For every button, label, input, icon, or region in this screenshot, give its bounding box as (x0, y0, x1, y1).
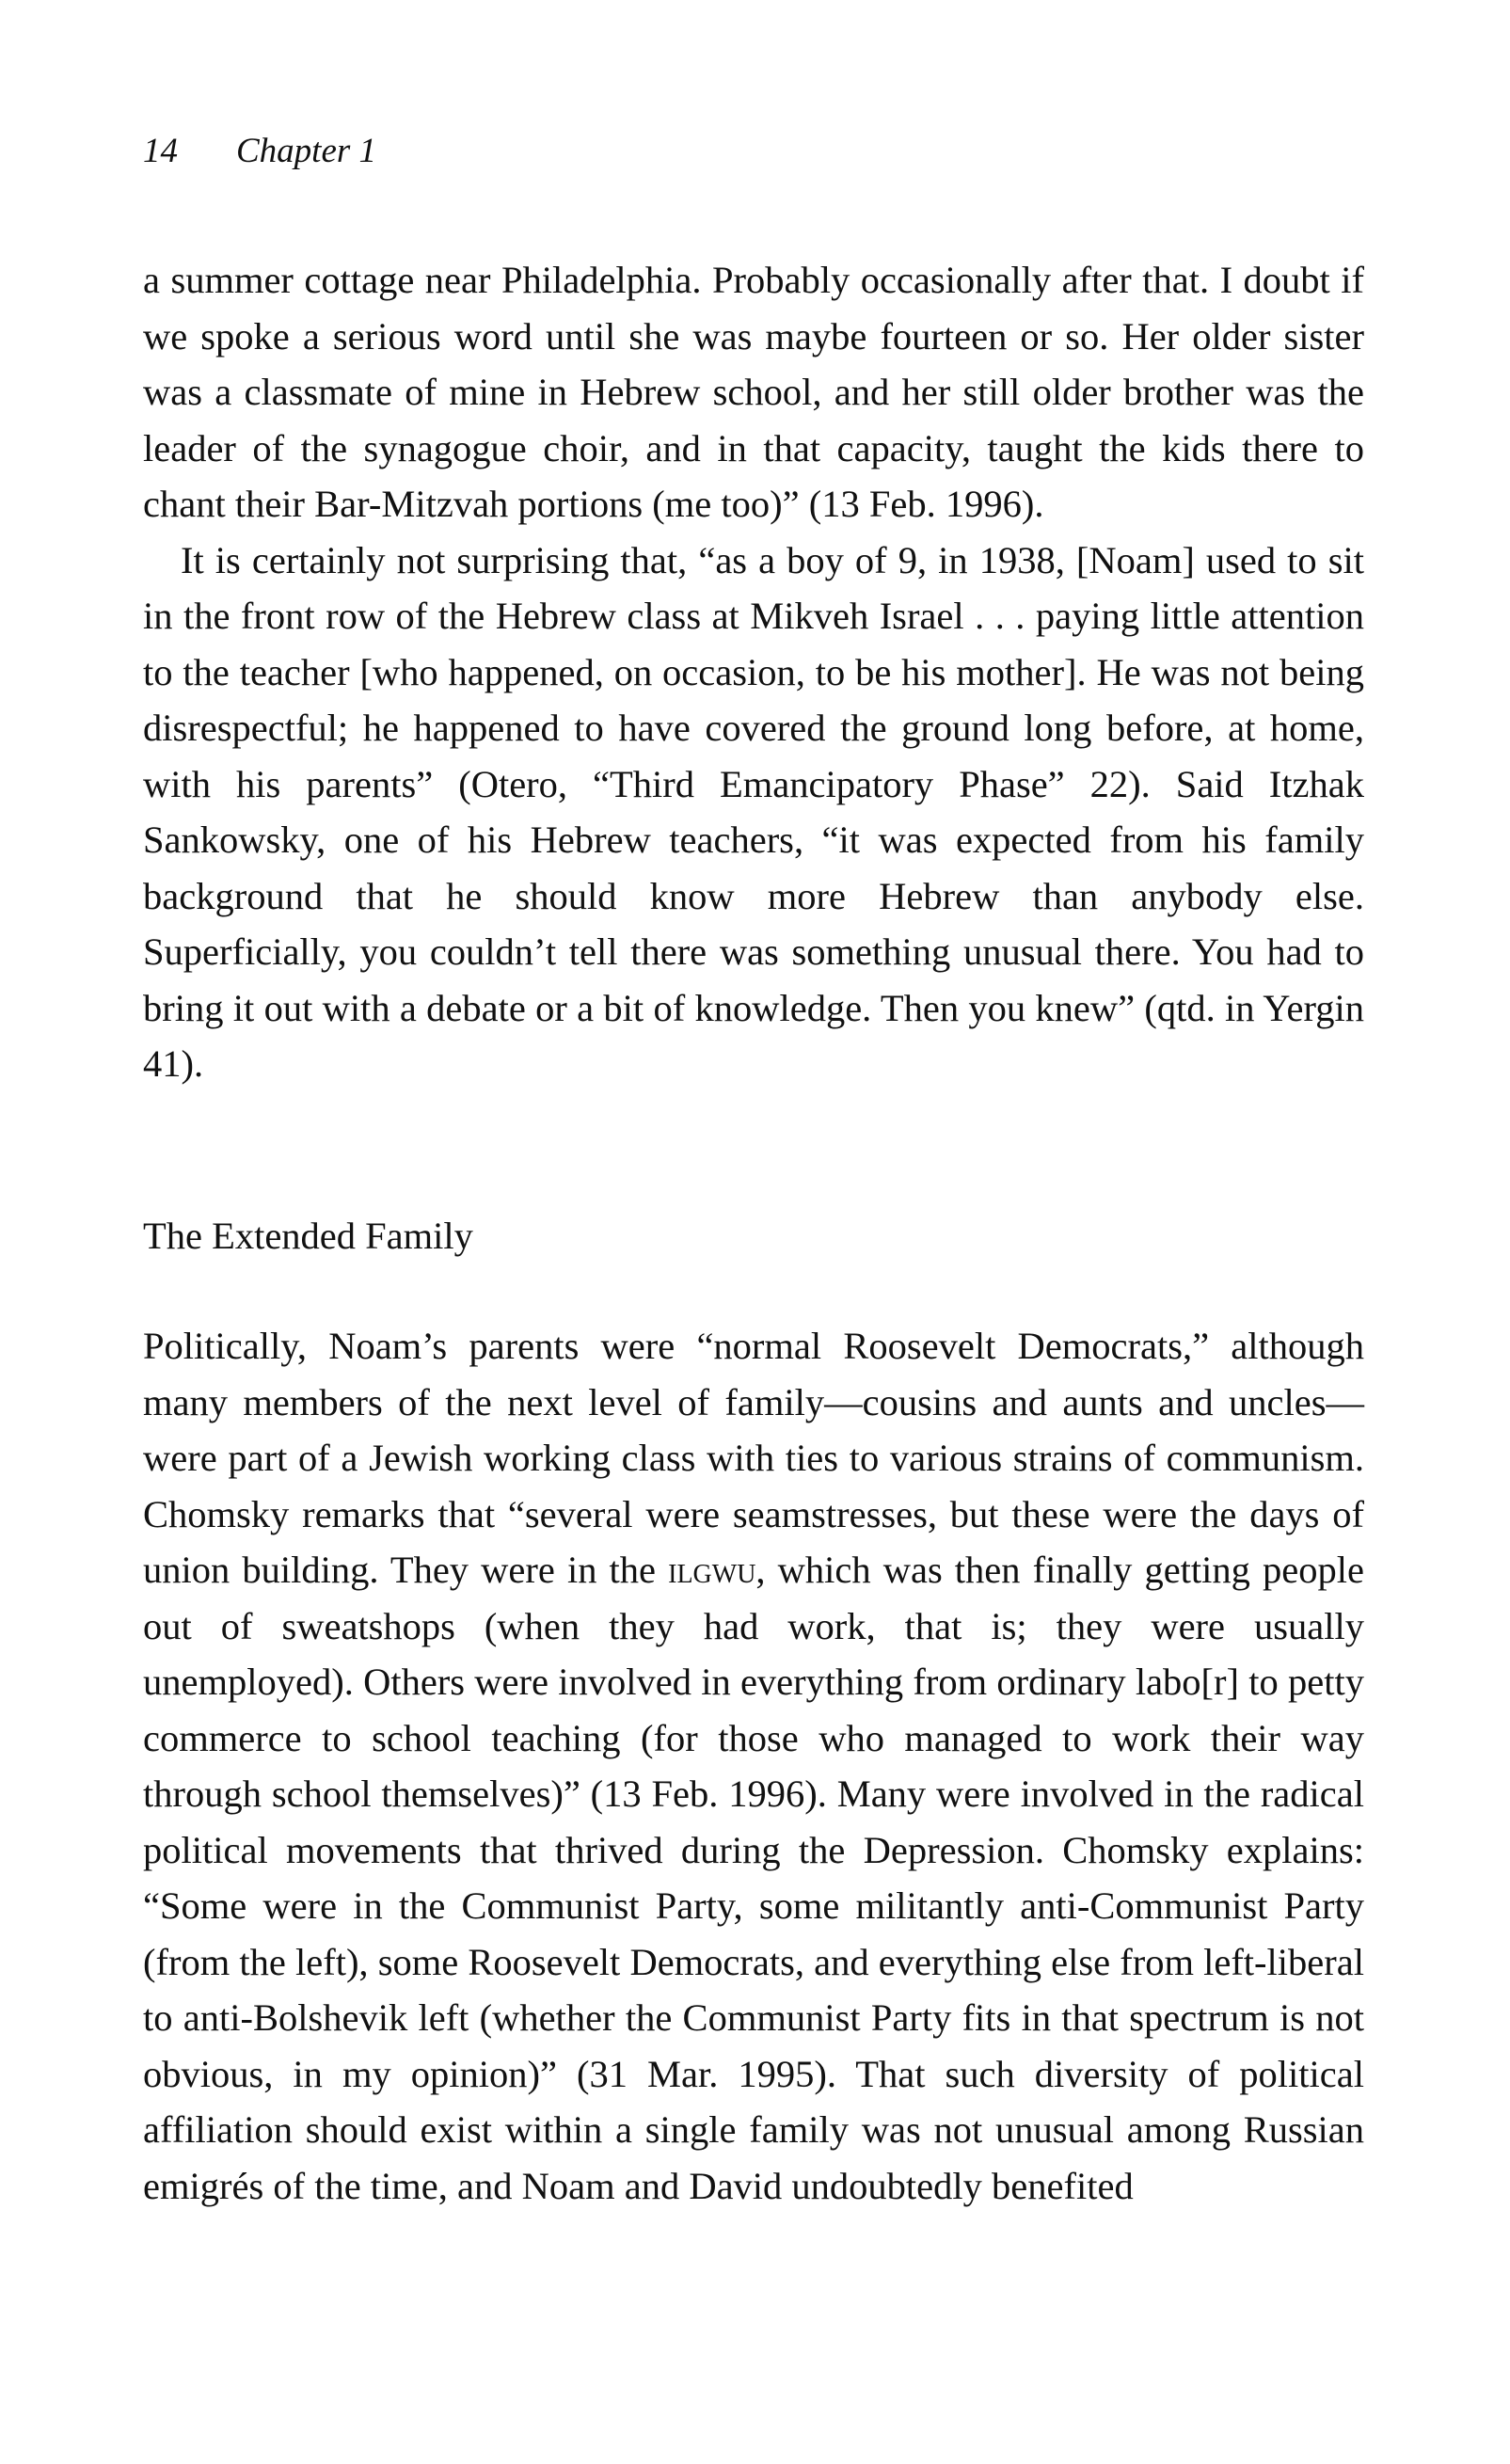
chapter-title: Chapter 1 (236, 132, 377, 170)
body-text-section-one (143, 252, 1364, 1092)
paragraph-text-part-2: , which was then finally getting people out of sweatshops (when they had work, that is; they were usually unemployed). Others were involved in everything from ordinary labo[r] to petty commerce to school teaching (for those who managed to work their way through school themselves)” (13 Feb. 1996). Many were involved in the radical political movements that thrived during the Depression. Chomsky explains: “Some were in the Communist Party, some militantly anti-Communist Party (from the left), some Roosevelt Democrats, and everything else from left-liberal to anti-Bolshevik left (whether the Communist Party fits in that spectrum is not obvious, in my opinion)” (31 Mar. 1995). That such diversity of political affiliation should exist within a single family was not unusual among Russian emigrés of the time, and Noam and David undoubtedly benefited (143, 1549, 1364, 2207)
paragraph-text-part-1: Politically, Noam’s parents were “normal Roosevelt Democrats,” although many members of the next level of family—cousins and aunts and uncles—were part of a Jewish working class with ties to various strains of communism. Chomsky remarks that “several were seamstresses, but these were the days of union building. They were in the (143, 1325, 1364, 1591)
running-head (143, 134, 376, 168)
body-text-section-two (143, 1318, 1364, 2214)
paragraph-extended-family (143, 1318, 1364, 2214)
acronym-ilgwu: ilgwu (668, 1549, 756, 1591)
section-heading: The Extended Family (143, 1215, 473, 1257)
paragraph-hebrew-class: It is certainly not surprising that, “as a boy of 9, in 1938, [Noam] used to sit in the front row of the Hebrew class at Mikveh Israel . . . paying little attention to the teacher [who happened, on occasion, to be his mother]. He was not being disrespectful; he happened to have covered the ground long before, at home, with his parents” (Otero, “Third Emancipatory Phase” 22). Said Itzhak Sankowsky, one of his Hebrew teachers, “it was expected from his family background that he should know more Hebrew than anybody else. Superficially, you couldn’t tell there was something unusual there. You had to bring it out with a debate or a bit of knowledge. Then you knew” (qtd. in Yergin 41). (143, 538, 1364, 1085)
page-number: 14 (143, 132, 178, 170)
continued-paragraph: a summer cottage near Philadelphia. Probably occasionally after that. I doubt if we spoke a serious word until she was maybe fourteen or so. Her older sister was a classmate of mine in Hebrew school, and her still older brother was the leader of the synagogue choir, and in that capacity, taught the kids there to chant their Bar-Mitzvah portions (me too)” (13 Feb. 1996). (143, 259, 1364, 525)
